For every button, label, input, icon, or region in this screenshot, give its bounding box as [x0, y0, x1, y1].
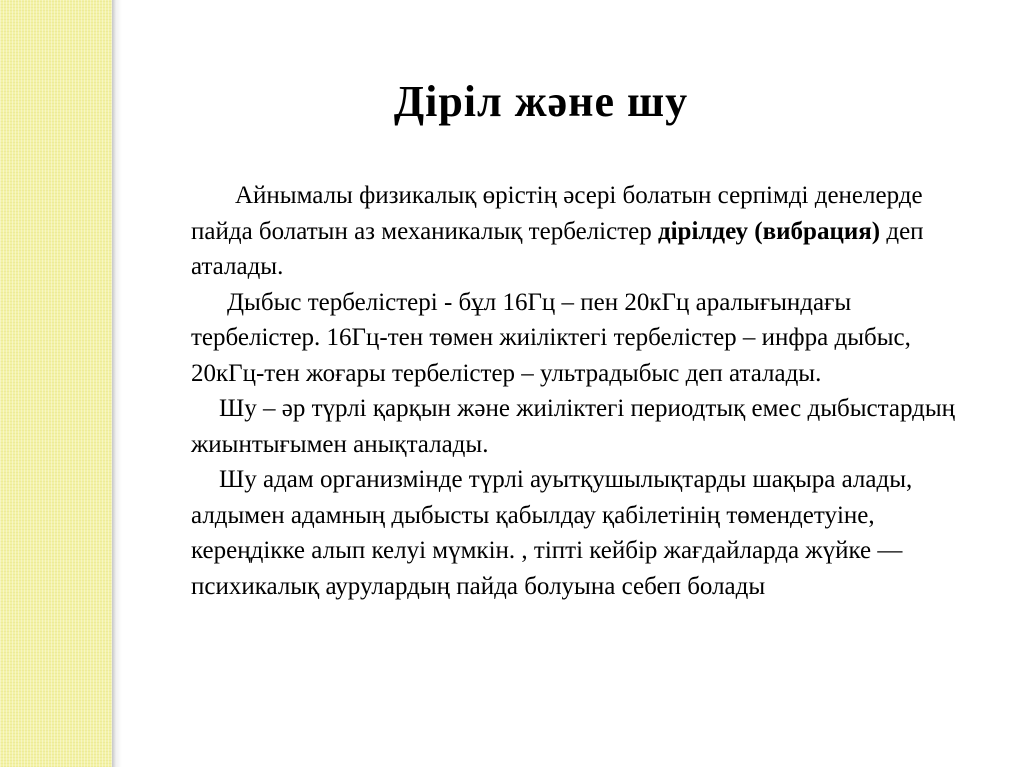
slide-body	[191, 178, 971, 604]
paragraph-noise-effects: Шу адам организмінде түрлі ауытқушылықтарды шақыра алады, алдымен адамның дыбысты қабылдау қабілетінің төмендетуіне, кереңдікке алып келуі мүмкін. , тіпті кейбір жағдайларда жүйке — психикалық аурулардың пайда болуына себеп болады	[191, 466, 913, 600]
paragraph-noise-definition: Шу – әр түрлі қарқын және жиіліктегі периодтық емес дыбыстардың жиынтығымен анықталады.	[191, 395, 956, 458]
paragraph-sound-oscillations: Дыбыс тербелістері - бұл 16Гц – пен 20кГц аралығындағы тербелістер. 16Гц-тен төмен жиіліктегі тербелістер – инфра дыбыс, 20кГц-тен жоғары тербелістер – ультрадыбыс деп аталады.	[191, 288, 911, 387]
paragraph-vibration-tail: деп аталады.	[191, 217, 924, 280]
paragraph-vibration-text: Айнымалы физикалық өрістің әсері болатын серпімді денелерде пайда болатын аз механикалық тербелістер	[191, 182, 923, 245]
slide-title: Діріл және шу	[393, 77, 689, 126]
term-vibration: дірілдеу (вибрация)	[657, 217, 881, 245]
decorative-side-band	[0, 0, 112, 767]
paragraph-vibration	[191, 178, 971, 285]
